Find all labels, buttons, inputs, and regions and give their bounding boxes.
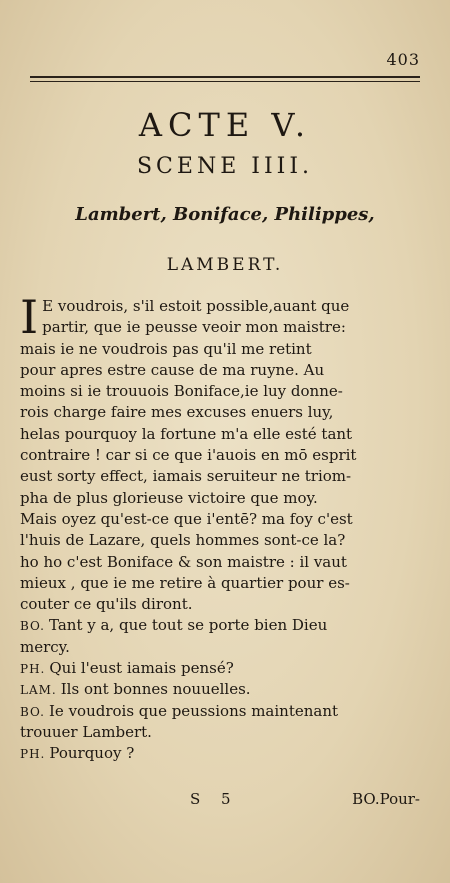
signature-mark: S 5 (190, 790, 239, 808)
speech-line: pha de plus glorieuse victoire que moy. (20, 488, 318, 507)
dialogue-text: Qui l'eust iamais pensé? (49, 659, 234, 678)
speech-line: eust sorty effect, iamais seruiteur ne triom- (20, 467, 352, 486)
catchword: BO.Pour- (352, 790, 420, 808)
dialogue-line (20, 722, 418, 743)
speech-line: helas pourquoy la fortune m'a elle esté tant (20, 424, 353, 443)
dialogue-line (20, 637, 418, 658)
speech-line: couter ce qu'ils diront. (20, 595, 193, 614)
dialogue-text: trouuer Lambert. (20, 722, 152, 741)
dialogue-text: Tant y a, que tout se porte bien Dieu (49, 616, 328, 635)
speaker-tag: PH. (20, 662, 46, 677)
page-footer (0, 790, 420, 812)
speech-line: partir, que ie peusse veoir mon maistre: (42, 318, 346, 337)
drop-cap: I (20, 290, 39, 344)
speech-line: mieux , que ie me retire à quartier pour es- (20, 573, 350, 592)
header-rule-thin (30, 81, 420, 82)
text-body (20, 290, 418, 765)
page-number: 403 (386, 50, 420, 69)
dialogue-text: mercy. (20, 637, 70, 656)
dialogue-line (20, 701, 418, 722)
scene-title: SCENE IIII. (136, 154, 314, 179)
speech-line: l'huis de Lazare, quels hommes sont-ce la? (20, 531, 346, 550)
speaker-tag: BO. (20, 619, 45, 634)
speech-line: moins si ie trouuois Boniface,ie luy donne- (20, 382, 343, 401)
speech-line: mais ie ne voudrois pas qu'il me retint (20, 339, 312, 358)
dialogue-line (20, 615, 418, 636)
header-rule (30, 76, 420, 78)
speech-line: contraire ! car si ce que i'auois en mō esprit (20, 446, 357, 465)
character-list: Lambert, Boniface, Philippes, (75, 204, 375, 225)
speaker-tag: LAM. (20, 683, 57, 698)
dialogue-text: Pourquoy ? (49, 744, 135, 763)
speech-line: ho ho c'est Boniface & son maistre : il vaut (20, 552, 347, 571)
dialogue-text: Ils ont bonnes nouuelles. (60, 680, 251, 699)
speech-line: rois charge faire mes excuses enuers luy, (20, 403, 334, 422)
dialogue-line (20, 679, 418, 700)
act-title: ACTE V. (138, 106, 312, 144)
speaker-tag: BO. (20, 704, 45, 719)
speech-line: E voudrois, s'il estoit possible,auant que (42, 297, 350, 315)
first-speaker-heading: LAMBERT. (166, 255, 284, 275)
speaker-tag: PH. (20, 747, 46, 762)
speech-line: Mais oyez qu'est-ce que i'entē? ma foy c'est (20, 509, 353, 528)
dialogue-text: Ie voudrois que peussions maintenant (49, 701, 339, 720)
dialogue-line (20, 658, 418, 679)
dialogue-line (20, 743, 418, 764)
speech-line: pour apres estre cause de ma ruyne. Au (20, 360, 325, 379)
